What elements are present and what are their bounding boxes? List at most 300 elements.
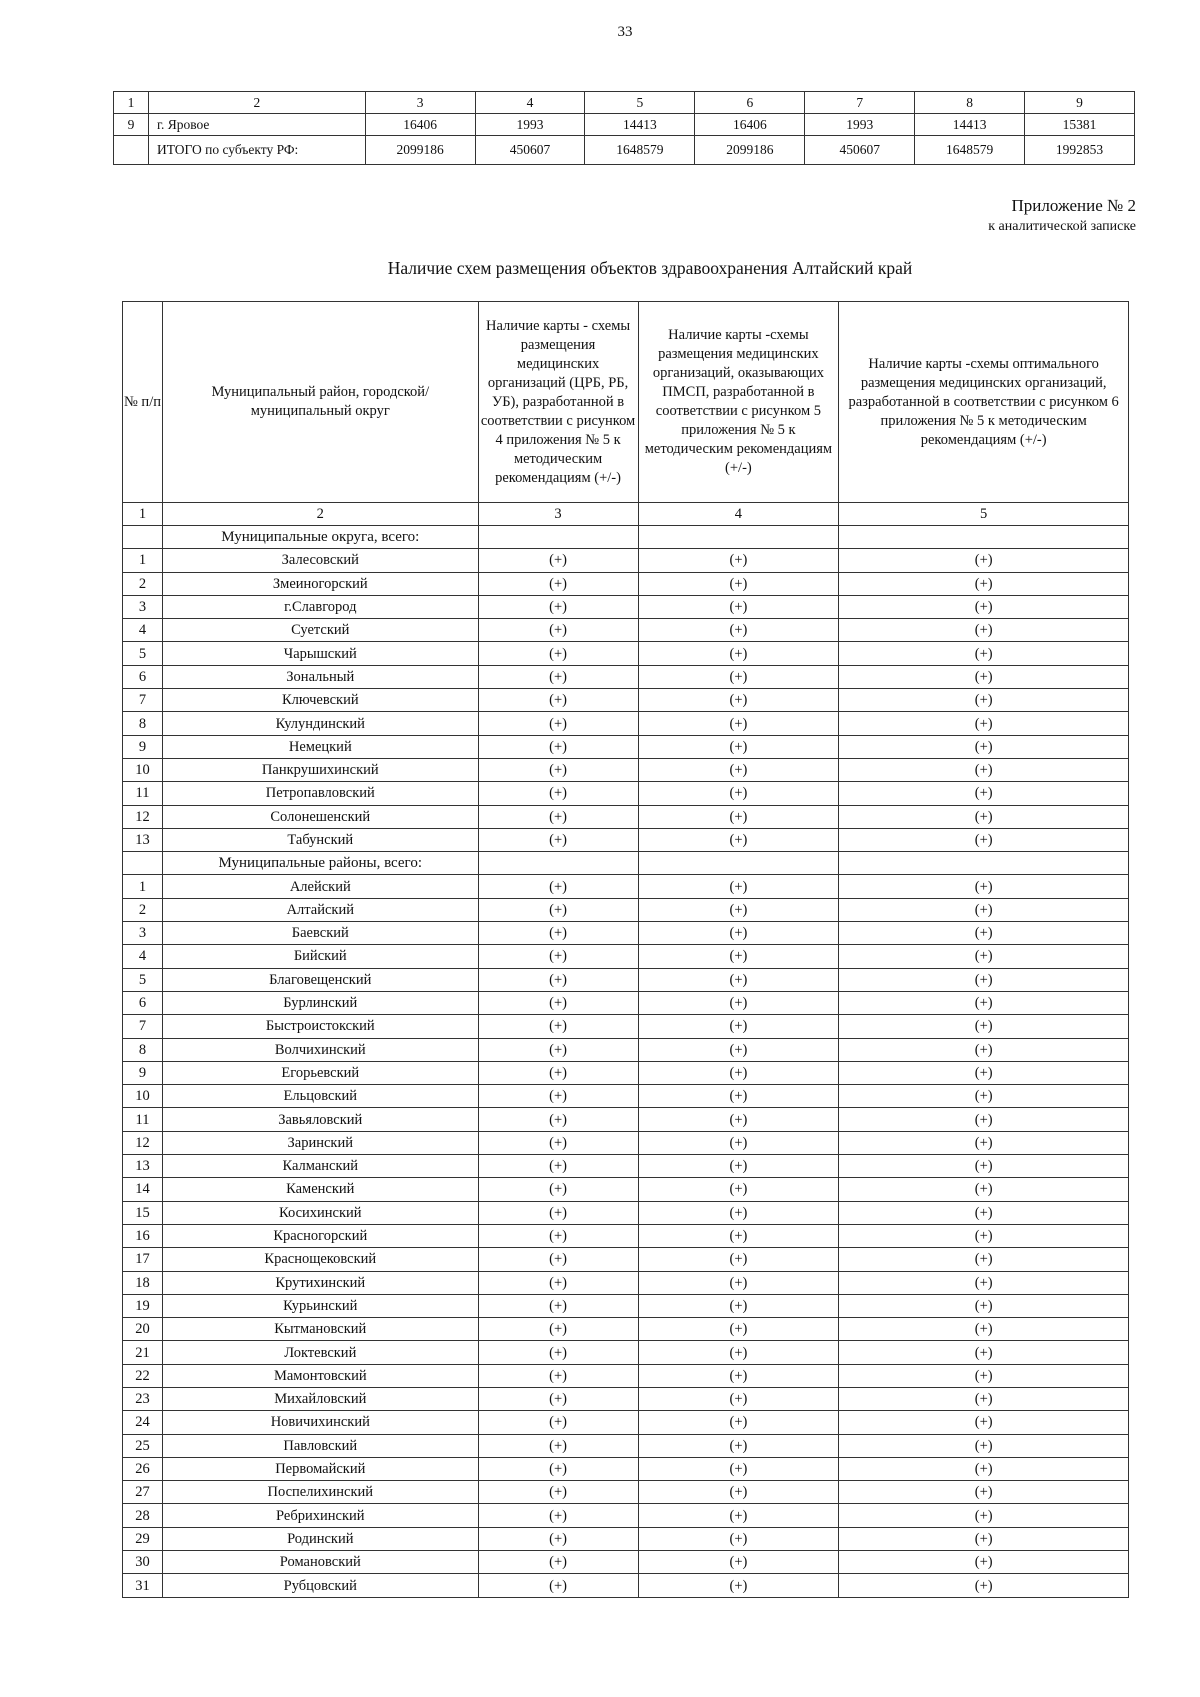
summary-cell — [114, 136, 149, 165]
table-row — [123, 572, 1129, 595]
table-row — [123, 549, 1129, 572]
map-optimal-value: (+) — [839, 712, 1129, 735]
table-row — [123, 1364, 1129, 1387]
summary-header-cell: 7 — [805, 92, 915, 114]
table-row — [123, 595, 1129, 618]
district-name: Михайловский — [162, 1387, 478, 1410]
district-name: Змеиногорский — [162, 572, 478, 595]
map-optimal-value: (+) — [839, 1411, 1129, 1434]
map-pmsp-value: (+) — [638, 1574, 839, 1597]
appendix-title: Приложение № 2 — [1011, 196, 1136, 215]
map-optimal-value: (+) — [839, 991, 1129, 1014]
map-optimal-value: (+) — [839, 619, 1129, 642]
map-optimal-value: (+) — [839, 1551, 1129, 1574]
table-row — [123, 922, 1129, 945]
map-pmsp-value: (+) — [638, 712, 839, 735]
table-row — [123, 1155, 1129, 1178]
district-name: Крутихинский — [162, 1271, 478, 1294]
map-hospitals-value: (+) — [478, 665, 638, 688]
map-pmsp-value: (+) — [638, 1481, 839, 1504]
map-pmsp-value: (+) — [638, 735, 839, 758]
row-number: 13 — [123, 1155, 163, 1178]
table-row — [123, 991, 1129, 1014]
table-row — [123, 945, 1129, 968]
district-name: Солонешенский — [162, 805, 478, 828]
map-hospitals-value: (+) — [478, 1364, 638, 1387]
map-optimal-value: (+) — [839, 1201, 1129, 1224]
summary-cell: 2099186 — [365, 136, 475, 165]
table-row — [123, 1481, 1129, 1504]
map-hospitals-value: (+) — [478, 1318, 638, 1341]
map-optimal-value: (+) — [839, 572, 1129, 595]
district-name: Петропавловский — [162, 782, 478, 805]
table-row — [123, 1411, 1129, 1434]
district-name: Краснощековский — [162, 1248, 478, 1271]
map-optimal-value: (+) — [839, 922, 1129, 945]
map-optimal-value: (+) — [839, 1574, 1129, 1597]
summary-header-row — [114, 92, 1135, 114]
map-optimal-value: (+) — [839, 945, 1129, 968]
row-number: 7 — [123, 689, 163, 712]
map-hospitals-value: (+) — [478, 1527, 638, 1550]
map-pmsp-value: (+) — [638, 991, 839, 1014]
map-pmsp-value: (+) — [638, 1061, 839, 1084]
row-number: 8 — [123, 712, 163, 735]
map-hospitals-value: (+) — [478, 898, 638, 921]
row-number: 26 — [123, 1457, 163, 1480]
column-number: 5 — [839, 503, 1129, 526]
table-row — [123, 1504, 1129, 1527]
map-hospitals-value: (+) — [478, 1155, 638, 1178]
table-row — [123, 1551, 1129, 1574]
map-pmsp-value: (+) — [638, 945, 839, 968]
map-optimal-value: (+) — [839, 1318, 1129, 1341]
map-hospitals-value: (+) — [478, 689, 638, 712]
district-name: Ельцовский — [162, 1085, 478, 1108]
district-name: Зональный — [162, 665, 478, 688]
map-hospitals-value: (+) — [478, 1015, 638, 1038]
map-pmsp-value: (+) — [638, 1248, 839, 1271]
map-pmsp-value: (+) — [638, 1341, 839, 1364]
section-empty-cell — [839, 852, 1129, 875]
district-name: Бурлинский — [162, 991, 478, 1014]
map-pmsp-value: (+) — [638, 968, 839, 991]
table-row — [123, 1341, 1129, 1364]
map-optimal-value: (+) — [839, 1527, 1129, 1550]
map-hospitals-value: (+) — [478, 1248, 638, 1271]
row-number: 16 — [123, 1224, 163, 1247]
map-pmsp-value: (+) — [638, 1271, 839, 1294]
row-number: 28 — [123, 1504, 163, 1527]
district-name: Мамонтовский — [162, 1364, 478, 1387]
map-hospitals-value: (+) — [478, 1271, 638, 1294]
map-pmsp-value: (+) — [638, 1364, 839, 1387]
table-row — [123, 1527, 1129, 1550]
row-number: 23 — [123, 1387, 163, 1410]
table-row — [123, 1457, 1129, 1480]
row-number: 3 — [123, 595, 163, 618]
map-hospitals-value: (+) — [478, 1178, 638, 1201]
district-name: Залесовский — [162, 549, 478, 572]
map-pmsp-value: (+) — [638, 1085, 839, 1108]
column-number: 3 — [478, 503, 638, 526]
map-optimal-value: (+) — [839, 1481, 1129, 1504]
map-optimal-value: (+) — [839, 1085, 1129, 1108]
row-number: 31 — [123, 1574, 163, 1597]
map-optimal-value: (+) — [839, 1061, 1129, 1084]
map-optimal-value: (+) — [839, 1387, 1129, 1410]
column-number: 2 — [162, 503, 478, 526]
district-name: Алтайский — [162, 898, 478, 921]
summary-cell: ИТОГО по субъекту РФ: — [148, 136, 365, 165]
map-hospitals-value: (+) — [478, 1457, 638, 1480]
map-pmsp-value: (+) — [638, 1294, 839, 1317]
district-name: Рубцовский — [162, 1574, 478, 1597]
section-empty-cell — [638, 852, 839, 875]
map-pmsp-value: (+) — [638, 922, 839, 945]
map-hospitals-value: (+) — [478, 968, 638, 991]
district-name: Косихинский — [162, 1201, 478, 1224]
map-hospitals-value: (+) — [478, 1551, 638, 1574]
summary-table — [113, 91, 1135, 165]
district-name: Новичихинский — [162, 1411, 478, 1434]
section-row — [123, 852, 1129, 875]
section-row — [123, 526, 1129, 549]
row-number: 11 — [123, 782, 163, 805]
map-pmsp-value: (+) — [638, 1434, 839, 1457]
section-empty-cell — [478, 852, 638, 875]
map-pmsp-value: (+) — [638, 595, 839, 618]
summary-header-cell: 3 — [365, 92, 475, 114]
table-row — [123, 642, 1129, 665]
table-row — [123, 1387, 1129, 1410]
map-optimal-value: (+) — [839, 898, 1129, 921]
table-row — [123, 1038, 1129, 1061]
summary-cell: 1993 — [475, 114, 585, 136]
map-pmsp-value: (+) — [638, 805, 839, 828]
map-pmsp-value: (+) — [638, 1155, 839, 1178]
map-hospitals-value: (+) — [478, 782, 638, 805]
map-optimal-value: (+) — [839, 549, 1129, 572]
row-number: 29 — [123, 1527, 163, 1550]
row-number: 4 — [123, 619, 163, 642]
district-name: Панкрушихинский — [162, 758, 478, 781]
map-optimal-value: (+) — [839, 968, 1129, 991]
district-name: Чарышский — [162, 642, 478, 665]
row-number: 2 — [123, 898, 163, 921]
district-name: Алейский — [162, 875, 478, 898]
map-hospitals-value: (+) — [478, 735, 638, 758]
map-pmsp-value: (+) — [638, 689, 839, 712]
map-hospitals-value: (+) — [478, 1108, 638, 1131]
map-pmsp-value: (+) — [638, 875, 839, 898]
row-number: 5 — [123, 642, 163, 665]
map-optimal-value: (+) — [839, 1504, 1129, 1527]
map-optimal-value: (+) — [839, 1364, 1129, 1387]
district-name: Немецкий — [162, 735, 478, 758]
summary-cell: 2099186 — [695, 136, 805, 165]
header-map-hospitals: Наличие карты - схемы размещения медицинских организаций (ЦРБ, РБ, УБ), разработанной в соответствии с рисунком 4 приложения № 5 к методическим рекомендациям (+/-) — [478, 302, 638, 503]
map-hospitals-value: (+) — [478, 572, 638, 595]
table-row — [123, 828, 1129, 851]
map-hospitals-value: (+) — [478, 805, 638, 828]
summary-header-cell: 6 — [695, 92, 805, 114]
row-number: 27 — [123, 1481, 163, 1504]
map-pmsp-value: (+) — [638, 1201, 839, 1224]
row-number: 15 — [123, 1201, 163, 1224]
district-name: Волчихинский — [162, 1038, 478, 1061]
map-pmsp-value: (+) — [638, 828, 839, 851]
district-name: Баевский — [162, 922, 478, 945]
row-number: 2 — [123, 572, 163, 595]
section-title: Муниципальные районы, всего: — [162, 852, 478, 875]
map-pmsp-value: (+) — [638, 1108, 839, 1131]
summary-cell: 9 — [114, 114, 149, 136]
map-hospitals-value: (+) — [478, 922, 638, 945]
row-number: 18 — [123, 1271, 163, 1294]
page-number: 33 — [617, 24, 633, 40]
table-row — [123, 758, 1129, 781]
map-optimal-value: (+) — [839, 828, 1129, 851]
map-pmsp-value: (+) — [638, 1131, 839, 1154]
map-optimal-value: (+) — [839, 805, 1129, 828]
table-row — [123, 1224, 1129, 1247]
map-hospitals-value: (+) — [478, 642, 638, 665]
map-optimal-value: (+) — [839, 1224, 1129, 1247]
row-number: 9 — [123, 735, 163, 758]
district-name: Ключевский — [162, 689, 478, 712]
district-name: Ребрихинский — [162, 1504, 478, 1527]
table-row — [123, 1201, 1129, 1224]
summary-cell: 1993 — [805, 114, 915, 136]
district-name: Калманский — [162, 1155, 478, 1178]
district-name: Благовещенский — [162, 968, 478, 991]
row-number: 4 — [123, 945, 163, 968]
map-hospitals-value: (+) — [478, 1201, 638, 1224]
row-number: 11 — [123, 1108, 163, 1131]
district-name: Локтевский — [162, 1341, 478, 1364]
row-number: 6 — [123, 665, 163, 688]
section-title: Муниципальные округа, всего: — [162, 526, 478, 549]
map-hospitals-value: (+) — [478, 712, 638, 735]
summary-row — [114, 136, 1135, 165]
district-name: Заринский — [162, 1131, 478, 1154]
table-row — [123, 968, 1129, 991]
row-number: 13 — [123, 828, 163, 851]
map-hospitals-value: (+) — [478, 1574, 638, 1597]
district-name: Курьинский — [162, 1294, 478, 1317]
district-name: Кытмановский — [162, 1318, 478, 1341]
district-name: Быстроистокский — [162, 1015, 478, 1038]
row-number: 1 — [123, 549, 163, 572]
summary-cell: 16406 — [695, 114, 805, 136]
map-hospitals-value: (+) — [478, 1131, 638, 1154]
map-optimal-value: (+) — [839, 1015, 1129, 1038]
map-pmsp-value: (+) — [638, 1457, 839, 1480]
map-pmsp-value: (+) — [638, 1527, 839, 1550]
row-number: 7 — [123, 1015, 163, 1038]
section-empty-cell — [638, 526, 839, 549]
district-name: Бийский — [162, 945, 478, 968]
district-name: Родинский — [162, 1527, 478, 1550]
map-pmsp-value: (+) — [638, 898, 839, 921]
row-number: 20 — [123, 1318, 163, 1341]
map-optimal-value: (+) — [839, 595, 1129, 618]
map-pmsp-value: (+) — [638, 1387, 839, 1410]
summary-cell: 1992853 — [1025, 136, 1135, 165]
table-row — [123, 1434, 1129, 1457]
header-map-optimal: Наличие карты -схемы оптимального размещения медицинских организаций, разработанной в соответствии с рисунком 6 приложения № 5 к методическим рекомендациям (+/-) — [839, 302, 1129, 503]
map-pmsp-value: (+) — [638, 1178, 839, 1201]
table-row — [123, 619, 1129, 642]
map-optimal-value: (+) — [839, 758, 1129, 781]
map-hospitals-value: (+) — [478, 1061, 638, 1084]
map-pmsp-value: (+) — [638, 665, 839, 688]
map-pmsp-value: (+) — [638, 1038, 839, 1061]
column-number-row — [123, 503, 1129, 526]
map-hospitals-value: (+) — [478, 1038, 638, 1061]
table-row — [123, 1574, 1129, 1597]
map-optimal-value: (+) — [839, 1108, 1129, 1131]
column-number: 1 — [123, 503, 163, 526]
summary-row — [114, 114, 1135, 136]
table-row — [123, 1318, 1129, 1341]
summary-header-cell: 5 — [585, 92, 695, 114]
map-pmsp-value: (+) — [638, 572, 839, 595]
table-row — [123, 875, 1129, 898]
appendix-heading — [988, 195, 1136, 236]
map-optimal-value: (+) — [839, 1457, 1129, 1480]
header-map-pmsp: Наличие карты -схемы размещения медицинских организаций, оказывающих ПМСП, разработанной в соответствии с рисунком 5 приложения № 5 к методическим рекомендациям (+/-) — [638, 302, 839, 503]
summary-header-cell: 4 — [475, 92, 585, 114]
map-pmsp-value: (+) — [638, 1224, 839, 1247]
district-name: Каменский — [162, 1178, 478, 1201]
table-row — [123, 805, 1129, 828]
row-number: 3 — [123, 922, 163, 945]
map-optimal-value: (+) — [839, 1434, 1129, 1457]
section-empty-cell — [839, 526, 1129, 549]
map-optimal-value: (+) — [839, 1131, 1129, 1154]
map-hospitals-value: (+) — [478, 619, 638, 642]
table-row — [123, 689, 1129, 712]
map-hospitals-value: (+) — [478, 875, 638, 898]
row-number: 14 — [123, 1178, 163, 1201]
map-hospitals-value: (+) — [478, 1294, 638, 1317]
district-name: Завьяловский — [162, 1108, 478, 1131]
row-number: 12 — [123, 805, 163, 828]
row-number: 24 — [123, 1411, 163, 1434]
map-hospitals-value: (+) — [478, 1481, 638, 1504]
row-number: 8 — [123, 1038, 163, 1061]
map-pmsp-value: (+) — [638, 1551, 839, 1574]
row-number: 6 — [123, 991, 163, 1014]
map-hospitals-value: (+) — [478, 1411, 638, 1434]
district-name: Кулундинский — [162, 712, 478, 735]
map-pmsp-value: (+) — [638, 642, 839, 665]
table-row — [123, 1248, 1129, 1271]
table-row — [123, 1015, 1129, 1038]
row-number: 25 — [123, 1434, 163, 1457]
map-optimal-value: (+) — [839, 689, 1129, 712]
map-optimal-value: (+) — [839, 1341, 1129, 1364]
map-pmsp-value: (+) — [638, 619, 839, 642]
summary-cell: 16406 — [365, 114, 475, 136]
map-hospitals-value: (+) — [478, 1504, 638, 1527]
header-row — [123, 302, 1129, 503]
map-hospitals-value: (+) — [478, 549, 638, 572]
map-hospitals-value: (+) — [478, 1434, 638, 1457]
map-hospitals-value: (+) — [478, 1341, 638, 1364]
table-row — [123, 735, 1129, 758]
section-number-cell — [123, 852, 163, 875]
summary-cell: г. Яровое — [148, 114, 365, 136]
map-optimal-value: (+) — [839, 642, 1129, 665]
table-row — [123, 712, 1129, 735]
map-optimal-value: (+) — [839, 735, 1129, 758]
district-name: Егорьевский — [162, 1061, 478, 1084]
district-name: Табунский — [162, 828, 478, 851]
table-row — [123, 1294, 1129, 1317]
map-hospitals-value: (+) — [478, 991, 638, 1014]
summary-header-cell: 1 — [114, 92, 149, 114]
summary-cell: 15381 — [1025, 114, 1135, 136]
table-row — [123, 1085, 1129, 1108]
map-pmsp-value: (+) — [638, 1411, 839, 1434]
row-number: 10 — [123, 758, 163, 781]
map-pmsp-value: (+) — [638, 1318, 839, 1341]
map-pmsp-value: (+) — [638, 758, 839, 781]
row-number: 9 — [123, 1061, 163, 1084]
map-pmsp-value: (+) — [638, 782, 839, 805]
map-hospitals-value: (+) — [478, 945, 638, 968]
summary-cell: 14413 — [585, 114, 695, 136]
map-optimal-value: (+) — [839, 1294, 1129, 1317]
summary-header-cell: 2 — [148, 92, 365, 114]
facilities-table — [122, 301, 1129, 1598]
appendix-subtitle: к аналитической записке — [988, 219, 1136, 234]
row-number: 17 — [123, 1248, 163, 1271]
table-row — [123, 1131, 1129, 1154]
row-number: 5 — [123, 968, 163, 991]
summary-cell: 1648579 — [915, 136, 1025, 165]
district-name: Суетский — [162, 619, 478, 642]
summary-cell: 450607 — [475, 136, 585, 165]
map-pmsp-value: (+) — [638, 549, 839, 572]
map-optimal-value: (+) — [839, 1038, 1129, 1061]
table-row — [123, 1178, 1129, 1201]
district-name: Первомайский — [162, 1457, 478, 1480]
table-row — [123, 1061, 1129, 1084]
map-optimal-value: (+) — [839, 1248, 1129, 1271]
table-row — [123, 665, 1129, 688]
map-optimal-value: (+) — [839, 1271, 1129, 1294]
table-row — [123, 898, 1129, 921]
map-optimal-value: (+) — [839, 1155, 1129, 1178]
section-empty-cell — [478, 526, 638, 549]
table-row — [123, 1271, 1129, 1294]
row-number: 12 — [123, 1131, 163, 1154]
map-pmsp-value: (+) — [638, 1015, 839, 1038]
map-hospitals-value: (+) — [478, 828, 638, 851]
map-pmsp-value: (+) — [638, 1504, 839, 1527]
summary-cell: 14413 — [915, 114, 1025, 136]
section-number-cell — [123, 526, 163, 549]
map-optimal-value: (+) — [839, 782, 1129, 805]
district-name: Романовский — [162, 1551, 478, 1574]
district-name: Поспелихинский — [162, 1481, 478, 1504]
row-number: 22 — [123, 1364, 163, 1387]
row-number: 19 — [123, 1294, 163, 1317]
